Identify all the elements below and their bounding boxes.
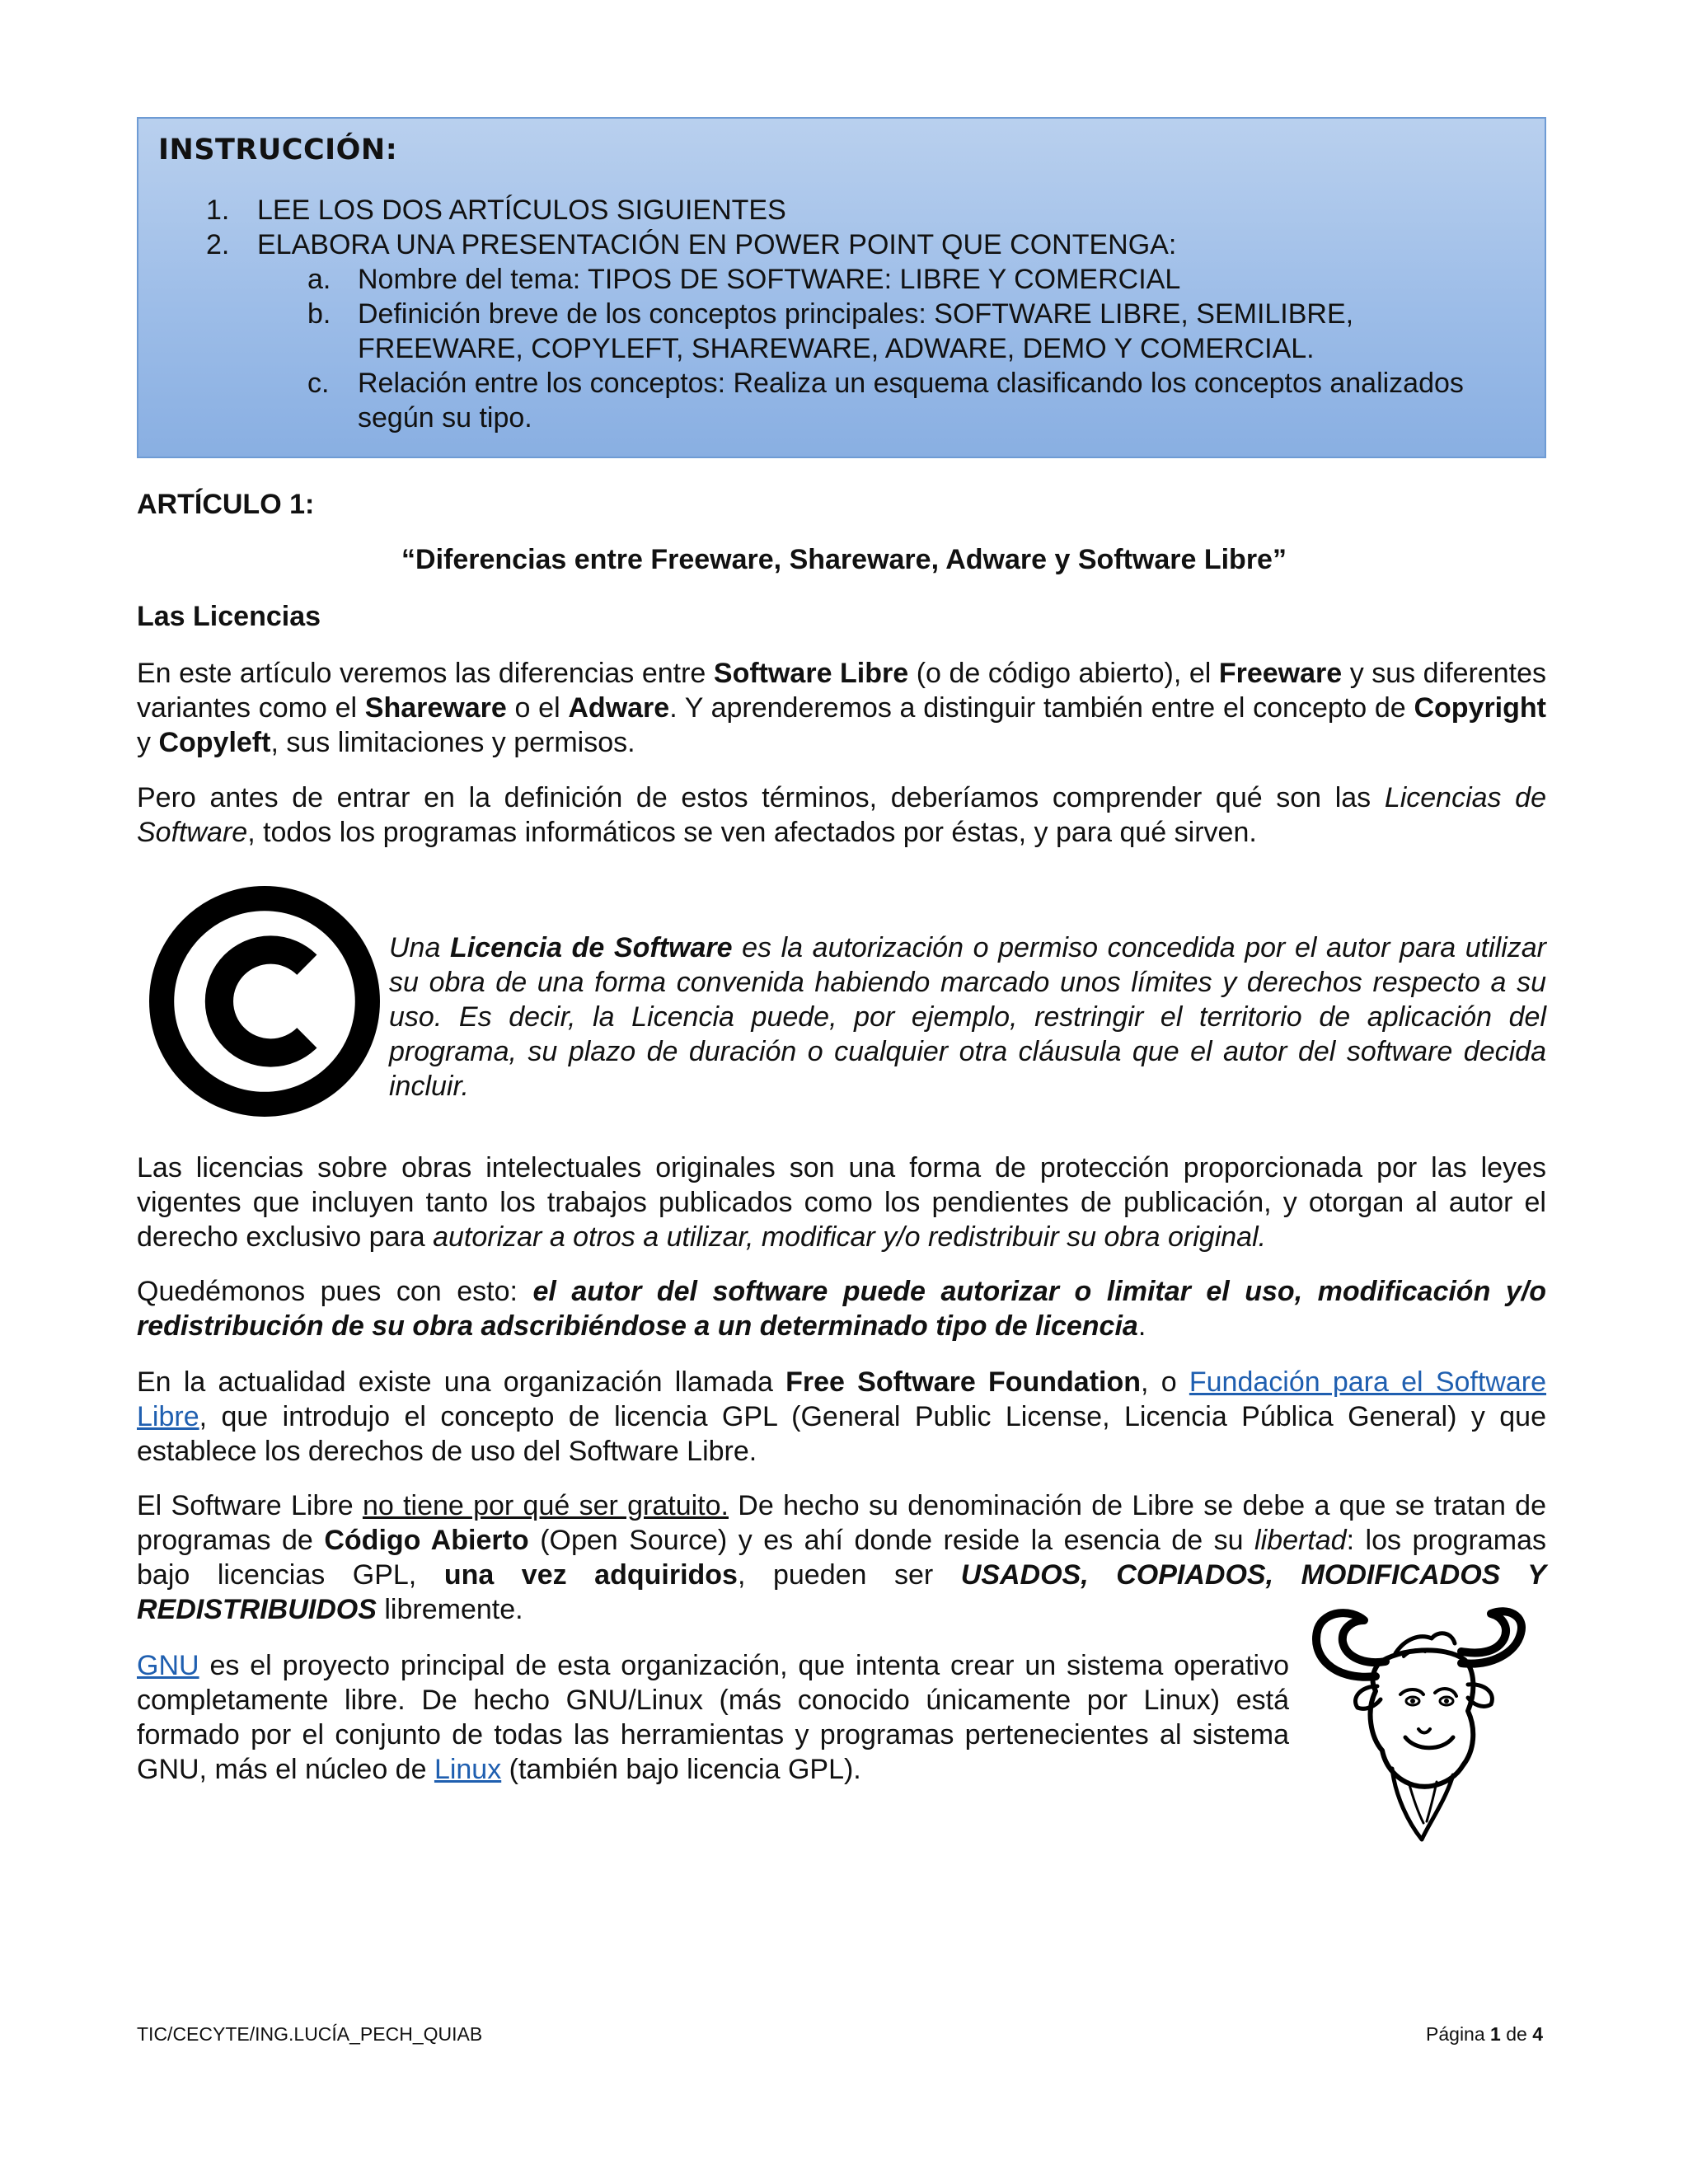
list-item: 1. LEE LOS DOS ARTÍCULOS SIGUIENTES [206, 194, 786, 226]
gnu-link[interactable]: GNU [137, 1650, 199, 1681]
sub-list-item: c. Relación entre los conceptos: Realiza un esquema clasificando los conceptos analizados según su tipo. [307, 368, 1464, 434]
section-heading: Las Licencias [137, 601, 321, 632]
instruction-title: INSTRUCCIÓN: [158, 134, 398, 166]
footer-author: TIC/CECYTE/ING.LUCÍA_PECH_QUIAB [137, 2023, 483, 2045]
license-definition-quote: Una Licencia de Software es la autorización o permiso concedida por el autor para utilizar su obra de una forma convenida habiendo marcado unos límites y derechos respecto a su uso. Es decir, la Licencia puede, por ejemplo, restringir el territorio de aplicación del programa, su plazo de duración o cualquier otra cláusula que el autor del software decida incluir. [389, 932, 1546, 1102]
sub-list-item: b. Definición breve de los conceptos principales: SOFTWARE LIBRE, SEMILIBRE, FREEWARE, COPYLEFT, SHAREWARE, ADWARE, DEMO Y COMERCIAL. [307, 298, 1354, 364]
footer-page-number: Página 1 de 4 [1426, 2023, 1543, 2045]
list-item: 2. ELABORA UNA PRESENTACIÓN EN POWER POINT QUE CONTENGA: [206, 229, 1177, 260]
article-label: ARTÍCULO 1: [137, 489, 315, 520]
paragraph-fsf: En la actualidad existe una organización llamada Free Software Foundation, o Fundación para el Software Libre, que introdujo el concepto de licencia GPL (General Public License, Licencia Pública General) y que establece los derechos de uso del Software Libre. [137, 1366, 1547, 1467]
paragraph-libre: El Software Libre no tiene por qué ser gratuito. De hecho su denominación de Libre se debe a que se tratan de programas de Código Abierto (Open Source) y es ahí donde reside la esencia de su libertad: los programas bajo licencias GPL, una vez adquiridos, pueden ser USADOS, COPIADOS, MODIFICADOS Y REDISTRIBUIDOS libremente. [137, 1490, 1547, 1625]
gnu-head-icon [1299, 1605, 1548, 1844]
sub-list-item: a. Nombre del tema: TIPOS DE SOFTWARE: LIBRE Y COMERCIAL [307, 264, 1181, 295]
paragraph-obras: Las licencias sobre obras intelectuales originales son una forma de protección proporcionada por las leyes vigentes que incluyen tanto los trabajos publicados como los pendientes de publicación, y otorgan al autor el derecho exclusivo para autorizar a otros a utilizar, modificar y/o redistribuir su obra original. [137, 1152, 1546, 1253]
copyright-icon [148, 885, 381, 1118]
linux-link[interactable]: Linux [434, 1754, 502, 1785]
paragraph-licencias: Pero antes de entrar en la definición de estos términos, deberíamos comprender qué son las Licencias de Software, todos los programas informáticos se ven afectados por éstas, y para qué sirven. [137, 782, 1546, 848]
instruction-list [138, 193, 1545, 435]
article-title: “Diferencias entre Freeware, Shareware, Adware y Software Libre” [401, 544, 1287, 575]
paragraph-conclusion: Quedémonos pues con esto: el autor del software puede autorizar o limitar el uso, modificación y/o redistribución de su obra adscribiéndose a un determinado tipo de licencia. [137, 1276, 1546, 1342]
fsf-link[interactable]: Fundación para el Software Libre [137, 1366, 1547, 1432]
instruction-box [137, 117, 1546, 458]
paragraph-intro: En este artículo veremos las diferencias entre Software Libre (o de código abierto), el Freeware y sus diferentes variantes como el Shareware o el Adware. Y aprenderemos a distinguir también entre el concepto de Copyright y Copyleft, sus limitaciones y permisos. [137, 658, 1546, 758]
paragraph-gnu: GNU es el proyecto principal de esta organización, que intenta crear un sistema operativo completamente libre. De hecho GNU/Linux (más conocido únicamente por Linux) está formado por el conjunto de todas las herramientas y programas pertenecientes al sistema GNU, más el núcleo de Linux (también bajo licencia GPL). [137, 1650, 1289, 1785]
